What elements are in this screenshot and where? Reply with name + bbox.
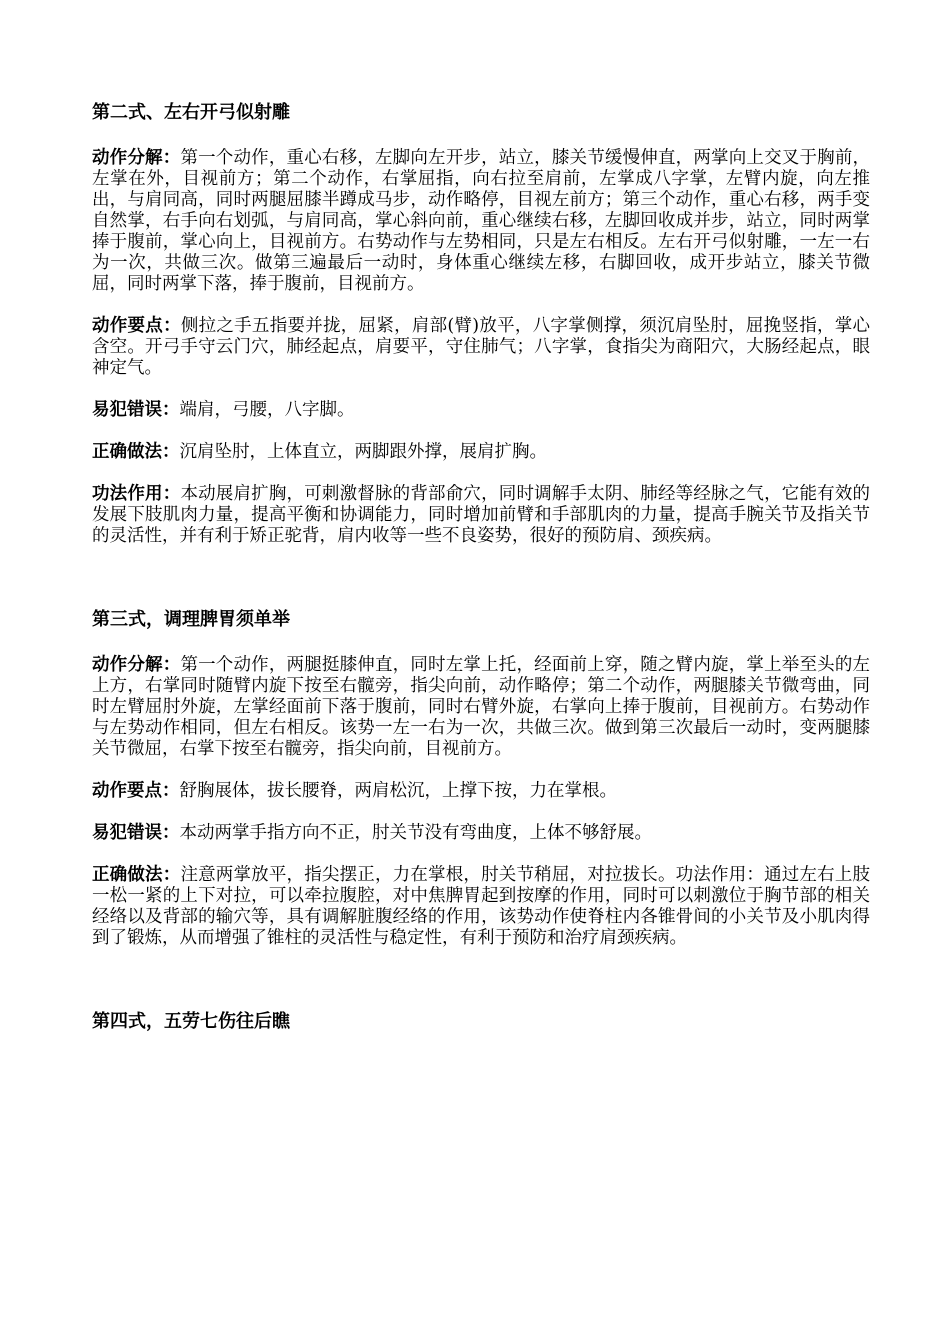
paragraph-label: 正确做法： [92, 865, 181, 885]
paragraph-key-points [92, 316, 870, 379]
paragraph-label: 正确做法： [92, 442, 180, 462]
paragraph-text: 舒胸展体，拔长腰脊，两肩松沉，上撑下按，力在掌根。 [179, 781, 617, 801]
paragraph-common-errors [92, 400, 870, 421]
section-2 [92, 100, 870, 547]
section-4 [92, 1009, 870, 1035]
paragraph-common-errors [92, 823, 870, 844]
paragraph-label: 动作要点： [92, 781, 180, 801]
section-title: 第二式、左右开弓似射雕 [92, 102, 290, 123]
section-title: 第四式，五劳七伤往后瞧 [92, 1011, 290, 1032]
paragraph-text: 注意两掌放平，指尖摆正，力在掌根，肘关节稍屈，对拉拔长。功法作用：通过左右上肢一松一紧的上下对拉，可以牵拉腹腔，对中焦脾胃起到按摩的作用，同时可以刺激位于胸节部的相关经络以及背部的输穴等，具有调解脏腹经络的作用，该势动作使脊柱内各锥骨间的小关节及小肌肉得到了锻炼，从而增强了锥柱的灵活性与稳定性，有利于预防和治疗肩颈疾病。 [92, 865, 871, 948]
section-3 [92, 607, 870, 949]
paragraph-label: 易犯错误： [92, 823, 180, 843]
paragraph-label: 易犯错误： [92, 400, 180, 420]
section-title: 第三式，调理脾胃须单举 [92, 609, 290, 630]
paragraph-action-breakdown [92, 655, 870, 760]
paragraph-text: 沉肩坠肘，上体直立，两脚跟外撑，展肩扩胸。 [179, 442, 547, 462]
paragraph-label: 功法作用： [92, 484, 181, 504]
document-page [92, 100, 870, 1035]
paragraph-action-breakdown [92, 148, 870, 295]
paragraph-label: 动作分解： [92, 655, 181, 675]
paragraph-text: 第一个动作，重心右移，左脚向左开步，站立，膝关节缓慢伸直，两掌向上交叉于胸前，左掌在外，目视前方；第二个动作，右掌屈指，向右拉至肩前，左掌成八字掌，左臂内旋，向左推出，与肩同高，同时两腿屈膝半蹲成马步，动作略停，目视左前方；第三个动作，重心右移，两手变自然掌，右手向右划弧，与肩同高，掌心斜向前，重心继续右移，左脚回收成并步，站立，同时两掌捧于腹前，掌心向上，目视前方。右势动作与左势相同，只是左右相反。左右开弓似射雕，一左一右为一次，共做三次。做第三遍最后一动时，身体重心继续左移，右脚回收，成开步站立，膝关节微屈，同时两掌下落，捧于腹前，目视前方。 [92, 148, 871, 294]
paragraph-label: 动作要点： [92, 316, 181, 336]
paragraph-key-points [92, 781, 870, 802]
paragraph-text: 本动展肩扩胸，可刺激督脉的背部俞穴，同时调解手太阴、肺经等经脉之气，它能有效的发展下肢肌肉力量，提高平衡和协调能力，同时增加前臂和手部肌肉的力量，提高手腕关节及指关节的灵活性，并有利于矫正驼背，肩内收等一些不良姿势，很好的预防肩、颈疾病。 [92, 484, 871, 546]
paragraph-effects [92, 484, 870, 547]
paragraph-correct-method [92, 442, 870, 463]
paragraph-text: 本动两掌手指方向不正，肘关节没有弯曲度，上体不够舒展。 [179, 823, 652, 843]
paragraph-label: 动作分解： [92, 148, 181, 168]
paragraph-text: 侧拉之手五指要并拢，屈紧，肩部(臂)放平，八字掌侧撑，须沉肩坠肘，屈挽竖指，掌心含空。开弓手守云门穴，肺经起点，肩要平，守住肺气；八字掌，食指尖为商阳穴，大肠经起点，眼神定气。 [92, 316, 871, 378]
paragraph-text: 端肩，弓腰，八字脚。 [179, 400, 355, 420]
paragraph-text: 第一个动作，两腿挺膝伸直，同时左掌上托，经面前上穿，随之臂内旋，掌上举至头的左上方，右掌同时随臂内旋下按至右髋旁，指尖向前，动作略停；第二个动作，两腿膝关节微弯曲，同时左臂屈肘外旋，左掌经面前下落于腹前，同时右臂外旋，右掌向上捧于腹前，目视前方。右势动作与左势动作相同，但左右相反。该势一左一右为一次，共做三次。做到第三次最后一动时，变两腿膝关节微屈，右掌下按至右髋旁，指尖向前，目视前方。 [92, 655, 871, 759]
paragraph-correct-method [92, 865, 870, 949]
